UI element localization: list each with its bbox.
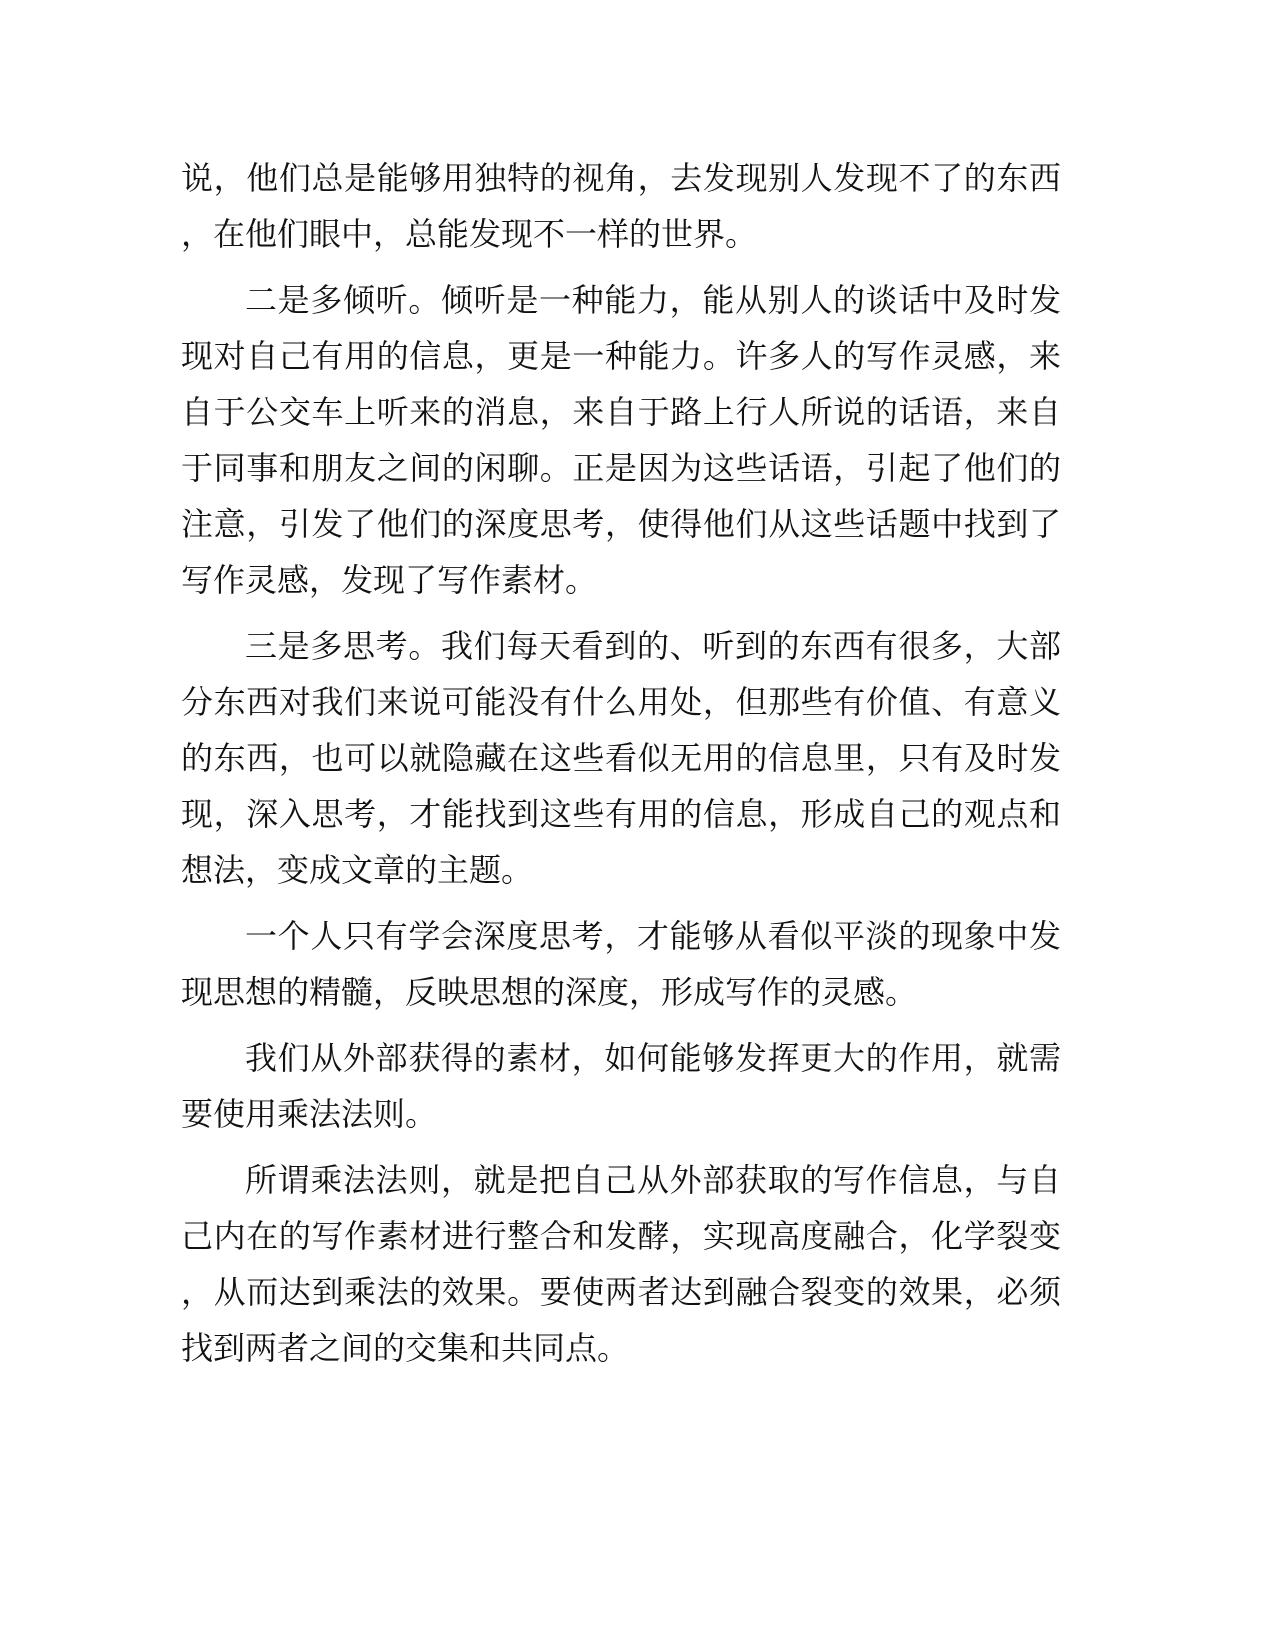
paragraph-continued: 说，他们总是能够用独特的视角，去发现别人发现不了的东西，在他们眼中，总能发现不一样的世界。 xyxy=(181,159,1061,253)
paragraph-listen: 二是多倾听。倾听是一种能力，能从别人的谈话中及时发现对自己有用的信息，更是一种能力。许多人的写作灵感，来自于公交车上听来的消息，来自于路上行人所说的话语，来自于同事和朋友之间的闲聊。正是因为这些话语，引起了他们的注意，引发了他们的深度思考，使得他们从这些话题中找到了写作灵感，发现了写作素材。 xyxy=(181,281,1061,599)
paragraph-deep-thinking: 一个人只有学会深度思考，才能够从看似平淡的现象中发现思想的精髓，反映思想的深度，形成写作的灵感。 xyxy=(181,917,1061,1011)
document-body xyxy=(181,150,1061,1386)
paragraph-think: 三是多思考。我们每天看到的、听到的东西有很多，大部分东西对我们来说可能没有什么用处，但那些有价值、有意义的东西，也可以就隐藏在这些看似无用的信息里，只有及时发现，深入思考，才能找到这些有用的信息，形成自己的观点和想法，变成文章的主题。 xyxy=(181,627,1061,889)
paragraph-external-material: 我们从外部获得的素材，如何能够发挥更大的作用，就需要使用乘法法则。 xyxy=(181,1039,1061,1133)
paragraph-multiplication-rule: 所谓乘法法则，就是把自己从外部获取的写作信息，与自己内在的写作素材进行整合和发酵，实现高度融合，化学裂变，从而达到乘法的效果。要使两者达到融合裂变的效果，必须找到两者之间的交集和共同点。 xyxy=(181,1161,1061,1367)
